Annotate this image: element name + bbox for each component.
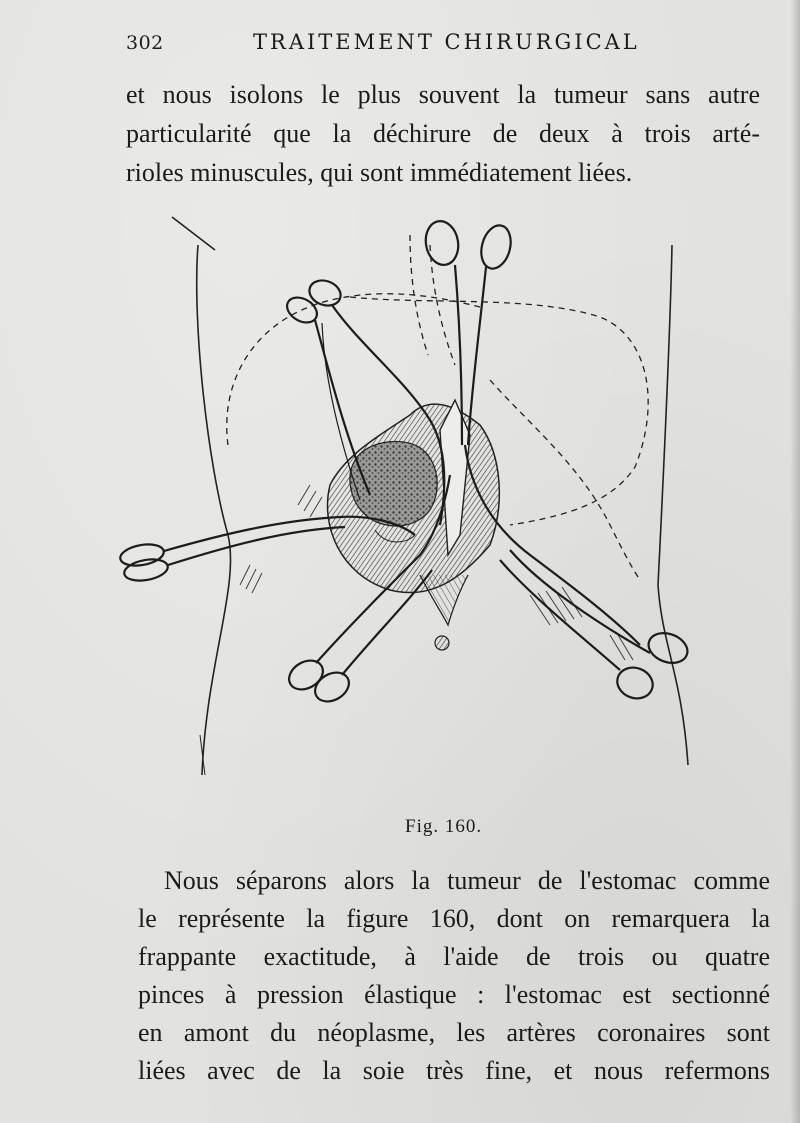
running-head	[126, 30, 766, 60]
surgical-illustration	[110, 205, 710, 795]
surgical-engraving	[110, 205, 710, 795]
text-line: et nous isolons le plus souvent la tumeur sans autre	[126, 80, 760, 109]
text-line: en amont du néoplasme, les artères coronaires sont	[138, 1018, 770, 1047]
text-line: particularité que la déchirure de deux à trois arté-	[126, 119, 760, 148]
page-edge-shadow	[790, 0, 800, 1123]
bottom-paragraph	[138, 862, 770, 1090]
figure-caption: Fig. 160.	[405, 816, 483, 837]
text-line: rioles minuscules, qui sont immédiatement liées.	[126, 158, 633, 187]
page-number: 302	[126, 32, 164, 54]
text-line: le représente la figure 160, dont on remarquera la	[138, 904, 770, 933]
stomach-tumor	[328, 400, 500, 650]
text-line: frappante exactitude, à l'aide de trois ou quatre	[138, 942, 770, 971]
top-paragraph	[126, 75, 760, 192]
running-title: TRAITEMENT CHIRURGICAL	[253, 30, 640, 54]
text-line: liées avec de la soie très fine, et nous refermons	[138, 1056, 770, 1085]
forceps-bottom-right	[500, 550, 692, 703]
text-line: Nous séparons alors la tumeur de l'estomac comme	[164, 866, 770, 895]
text-line: pinces à pression élastique : l'estomac est sectionné	[138, 980, 770, 1009]
